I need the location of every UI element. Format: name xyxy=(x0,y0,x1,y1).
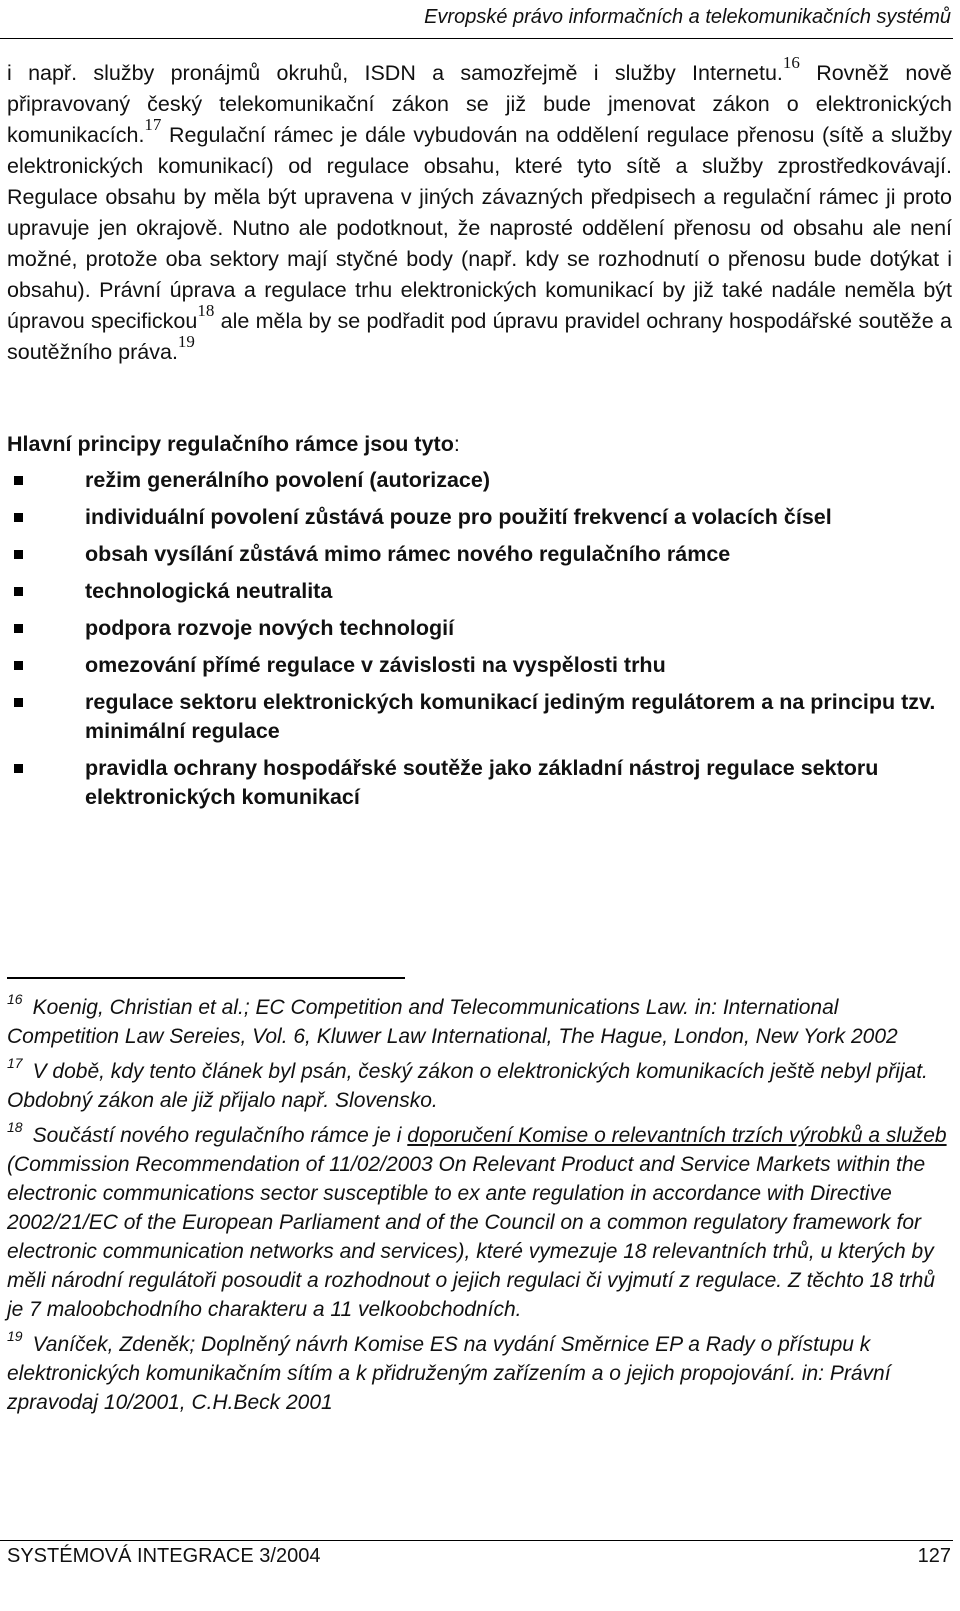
body-text-part-1: i např. služby pronájmů okruhů, ISDN a samozřejmě i služby Internetu. xyxy=(7,61,783,85)
list-item-text: režim generálního povolení (autorizace) xyxy=(85,468,490,492)
list-item xyxy=(7,754,952,812)
footnote-text: Koenig, Christian et al.; EC Competition and Telecommunications Law. in: International Competition Law Sereies, Vol. 6, Kluwer Law International, The Hague, London, New York 2002 xyxy=(7,996,898,1048)
body-text-part-4: ale měla by se podřadit pod úpravu pravidel ochrany hospodářské soutěže a soutěžního práva. xyxy=(7,309,952,364)
square-bullet-icon xyxy=(14,624,23,633)
list-item-text: obsah vysílání zůstává mimo rámec nového regulačního rámce xyxy=(85,542,731,566)
footnote-18 xyxy=(7,1121,952,1324)
list-item xyxy=(7,688,952,746)
footnote-text-rest: (Commission Recommendation of 11/02/2003 On Relevant Product and Service Markets within the electronic communications sector susceptible to ex ante regulation in accordance with Directive 2002/21/EC of the European Parliament and of the Council on a common regulatory framework for electronic communication networks and services), které vymezuje 18 relevantních trhů, u kterých by měli národní regulátoři posoudit a rozhodnout o jejich regulaci či vyjmutí z regulace. Z těchto 18 trhů je 7 maloobchodního charakteru a 11 velkoobchodních. xyxy=(7,1153,935,1321)
footnote-ref-19[interactable]: 19 xyxy=(177,332,195,351)
footnote-ref-18[interactable]: 18 xyxy=(197,301,215,320)
footnote-17 xyxy=(7,1057,952,1115)
body-text xyxy=(7,53,952,368)
square-bullet-icon xyxy=(14,550,23,559)
list-item xyxy=(7,466,952,495)
list-item-text: pravidla ochrany hospodářské soutěže jako základní nástroj regulace sektoru elektronických komunikací xyxy=(85,756,879,809)
list-item xyxy=(7,614,952,643)
principles-heading-colon: : xyxy=(453,432,460,456)
square-bullet-icon xyxy=(14,587,23,596)
list-item-text: omezování přímé regulace v závislosti na vyspělosti trhu xyxy=(85,653,666,677)
principles-heading xyxy=(7,432,460,457)
square-bullet-icon xyxy=(14,513,23,522)
list-item-text: podpora rozvoje nových technologií xyxy=(85,616,455,640)
square-bullet-icon xyxy=(14,661,23,670)
journal-name: SYSTÉMOVÁ INTEGRACE 3/2004 xyxy=(7,1545,321,1567)
footnote-separator xyxy=(7,977,405,979)
footnote-number: 16 xyxy=(7,991,23,1007)
body-text-part-3: Regulační rámec je dále vybudován na oddělení regulace přenosu (sítě a služby elektronických komunikací) od regulace obsahu, které tyto sítě a služby zprostředkovávají. Regulace obsahu by měla být upravena v jiných závazných předpisech a regulační rámec ji proto upravuje jen okrajově. Nutno ale podotknout, že naprosté oddělení přenosu od obsahu ale není možné, protože oba sektory mají styčné body (např. kdy se rozhodnutí o přenosu bude dotýkat i obsahu). Právní úprava a regulace trhu elektronických komunikací by již také nadále neměla být úpravou specifickou xyxy=(7,123,952,333)
footnote-text-intro: Součástí nového regulačního rámce je i xyxy=(32,1124,408,1147)
square-bullet-icon xyxy=(14,476,23,485)
list-item xyxy=(7,651,952,680)
footnote-number: 17 xyxy=(7,1055,23,1071)
square-bullet-icon xyxy=(14,698,23,707)
list-item-text: regulace sektoru elektronických komunikací jediným regulátorem a na principu tzv. minimální regulace xyxy=(85,690,936,743)
running-footer xyxy=(0,1540,953,1611)
footnote-ref-16[interactable]: 16 xyxy=(782,53,800,72)
footnote-number: 18 xyxy=(7,1119,23,1135)
footnote-number: 19 xyxy=(7,1328,23,1344)
list-item xyxy=(7,577,952,606)
list-item-text: technologická neutralita xyxy=(85,579,333,603)
footnotes xyxy=(7,993,952,1423)
recommendation-link[interactable]: doporučení Komise o relevantních trzích výrobků a služeb xyxy=(407,1124,947,1147)
footnote-19 xyxy=(7,1330,952,1417)
header-title: Evropské právo informačních a telekomunikačních systémů xyxy=(424,6,951,28)
square-bullet-icon xyxy=(14,764,23,773)
list-item xyxy=(7,503,952,532)
footnote-ref-17[interactable]: 17 xyxy=(144,115,162,134)
footnote-text: Vaníček, Zdeněk; Doplněný návrh Komise ES na vydání Směrnice EP a Rady o přístupu k elektronických komunikačním sítím a k přidruženým zařízením a o jejich propojování. in: Právní zpravodaj 10/2001, C.H.Beck 2001 xyxy=(7,1333,891,1414)
principles-list xyxy=(7,466,952,820)
footnote-16 xyxy=(7,993,952,1051)
list-item xyxy=(7,540,952,569)
body-text-part-2: Rovněž nově připravovaný český telekomunikační zákon se již bude jmenovat zákon o elektronických komunikacích. xyxy=(7,61,952,147)
running-header xyxy=(0,2,953,39)
footnote-text: V době, kdy tento článek byl psán, český zákon o elektronických komunikacích ještě nebyl přijat. Obdobný zákon ale již přijalo např. Slovensko. xyxy=(7,1060,928,1112)
list-item-text: individuální povolení zůstává pouze pro použití frekvencí a volacích čísel xyxy=(85,505,832,529)
page-number: 127 xyxy=(917,1545,951,1567)
principles-heading-text: Hlavní principy regulačního rámce jsou tyto xyxy=(7,432,454,456)
